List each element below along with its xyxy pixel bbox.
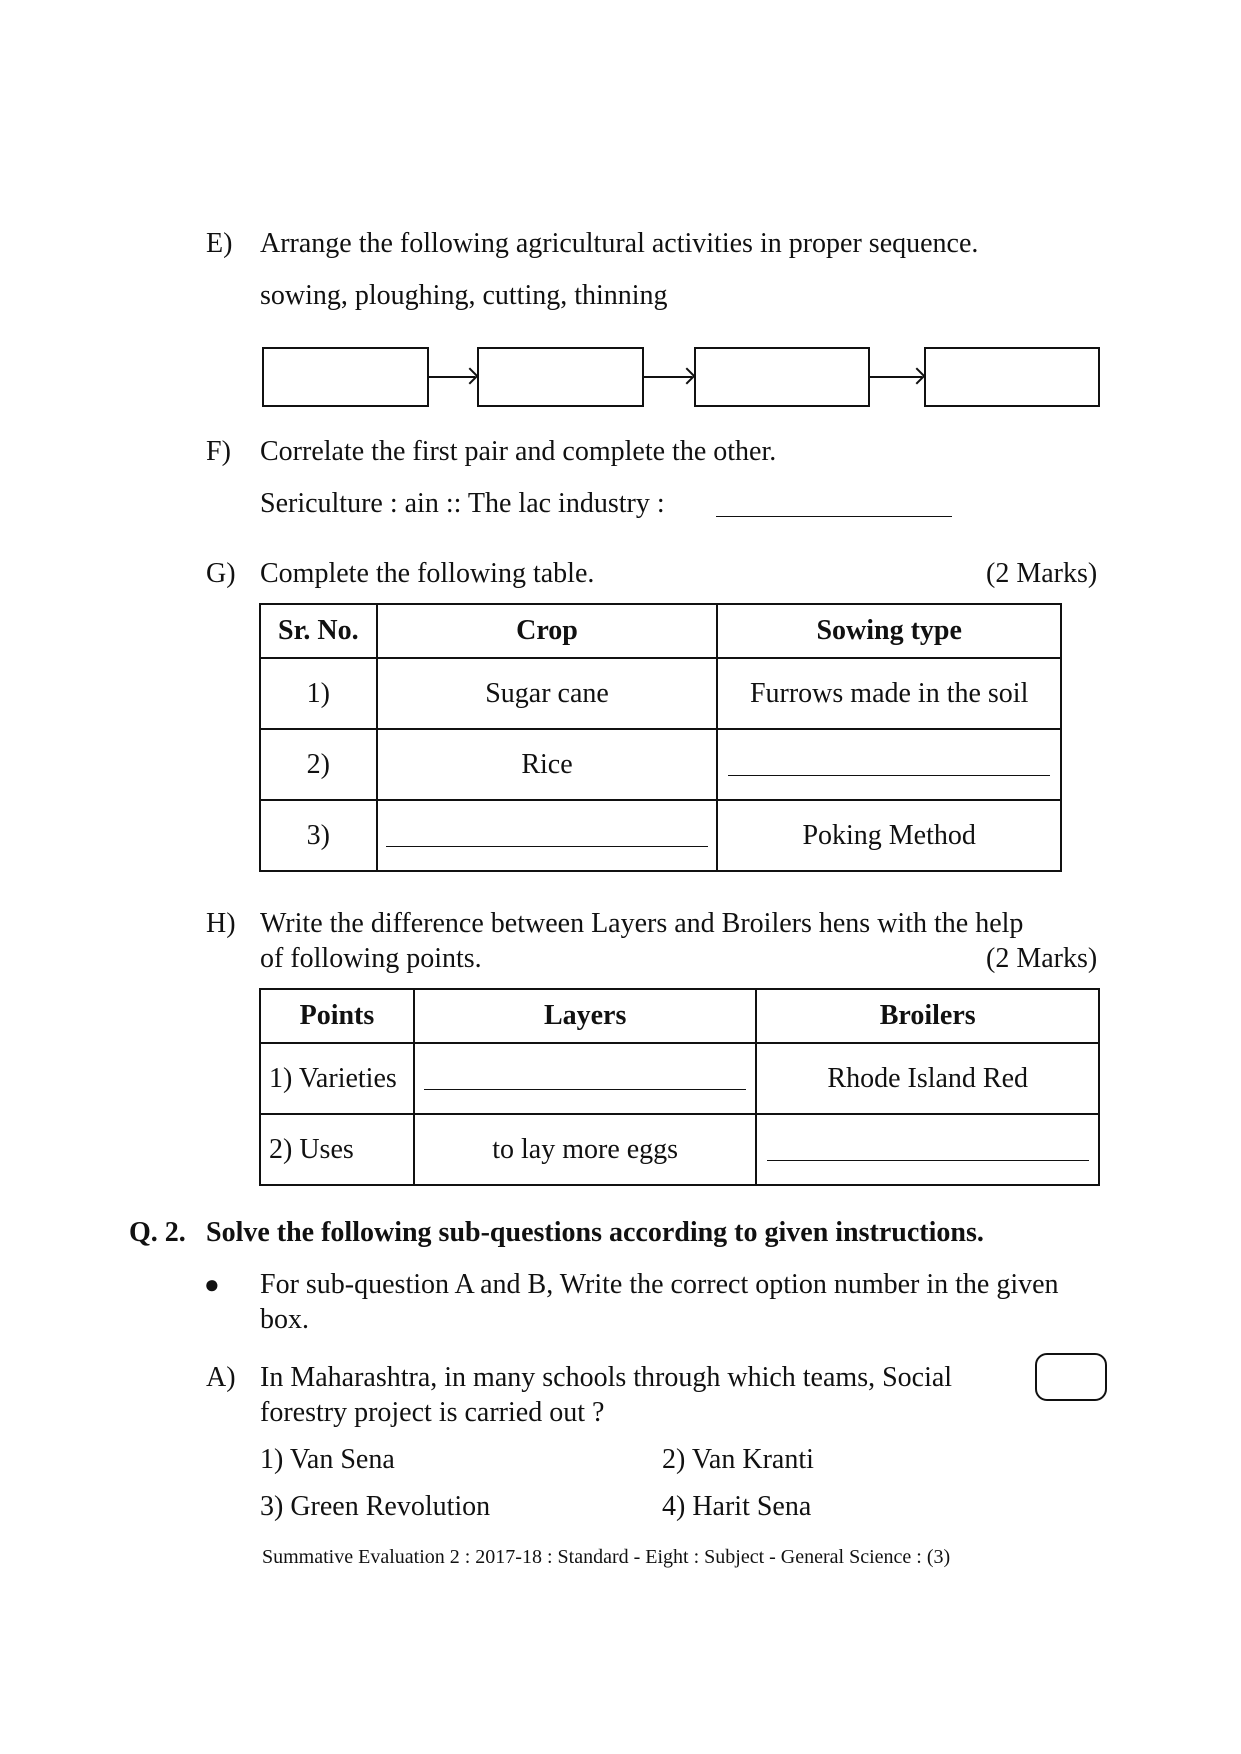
answer-blank[interactable] (386, 824, 708, 847)
option-1: 1) Van Sena (260, 1444, 395, 1475)
question-h-instruction-line1 (260, 907, 1105, 941)
question-e-instruction-text: Arrange the following agricultural activities in proper sequence. (260, 228, 979, 259)
header-layers: Layers (414, 989, 757, 1043)
sequence-arrow-2 (642, 376, 692, 378)
row-number: 2) (260, 729, 377, 800)
crop-cell: Rice (377, 729, 718, 800)
bullet-icon: ● (204, 1270, 220, 1299)
question-g-label: G) (206, 558, 236, 589)
header-sr-no: Sr. No. (260, 604, 377, 658)
question-e-instruction (260, 227, 1036, 261)
question-2-number: Q. 2. (129, 1217, 186, 1248)
table-row (260, 658, 1061, 729)
question-h-instruction-line2: of following points. (260, 943, 482, 974)
row-number: 1) (260, 658, 377, 729)
question-f-answer-blank[interactable] (716, 516, 952, 517)
header-points: Points (260, 989, 414, 1043)
answer-blank[interactable] (767, 1138, 1089, 1161)
sowing-type-cell: Furrows made in the soil (717, 658, 1061, 729)
question-h-instruction-text: Write the difference between Layers and Broilers hens with the help (260, 908, 1024, 939)
table-row (260, 1114, 1099, 1185)
answer-box[interactable] (1035, 1353, 1107, 1401)
sequence-box-3[interactable] (694, 347, 870, 407)
layers-broilers-table (259, 988, 1100, 1186)
layers-answer-cell[interactable] (414, 1043, 757, 1114)
question-e-items: sowing, ploughing, cutting, thinning (260, 280, 668, 311)
question-2a-line1: In Maharashtra, in many schools through which teams, Social (260, 1362, 953, 1393)
header-crop: Crop (377, 604, 718, 658)
question-h-label: H) (206, 908, 236, 939)
sequence-box-1[interactable] (262, 347, 429, 407)
sequence-box-4[interactable] (924, 347, 1100, 407)
question-g-instruction: Complete the following table. (260, 558, 595, 589)
question-2a-line2: forestry project is carried out ? (260, 1397, 605, 1428)
option-4: 4) Harit Sena (662, 1491, 812, 1522)
broilers-cell: Rhode Island Red (756, 1043, 1099, 1114)
question-g-marks: (2 Marks) (986, 558, 1098, 589)
crop-answer-cell[interactable] (377, 800, 718, 871)
question-f-pair: Sericulture : ain :: The lac industry : (260, 488, 665, 519)
table-header-row (260, 989, 1099, 1043)
sequence-box-2[interactable] (477, 347, 644, 407)
question-f-label: F) (206, 436, 231, 467)
table-row (260, 800, 1061, 871)
table-header-row (260, 604, 1061, 658)
sowing-type-cell: Poking Method (717, 800, 1061, 871)
question-2-instruction-line1: For sub-question A and B, Write the correct option number in the given (260, 1269, 1059, 1300)
point-cell: 1) Varieties (260, 1043, 414, 1114)
option-3: 3) Green Revolution (260, 1491, 491, 1522)
question-e-label: E) (206, 228, 233, 259)
sequence-arrow-1 (427, 376, 475, 378)
crop-cell: Sugar cane (377, 658, 718, 729)
answer-blank[interactable] (728, 753, 1050, 776)
sequence-arrow-3 (868, 376, 922, 378)
crop-sowing-table (259, 603, 1062, 872)
answer-blank[interactable] (424, 1067, 746, 1090)
option-2: 2) Van Kranti (662, 1444, 814, 1475)
row-number: 3) (260, 800, 377, 871)
question-2-instruction-line2: box. (260, 1304, 309, 1335)
header-broilers: Broilers (756, 989, 1099, 1043)
table-row (260, 729, 1061, 800)
table-row (260, 1043, 1099, 1114)
question-h-marks: (2 Marks) (986, 943, 1098, 974)
header-sowing-type: Sowing type (717, 604, 1061, 658)
sowing-type-answer-cell[interactable] (717, 729, 1061, 800)
point-cell: 2) Uses (260, 1114, 414, 1185)
question-f-instruction: Correlate the first pair and complete the other. (260, 436, 777, 467)
question-2a-label: A) (206, 1362, 236, 1393)
page-footer: Summative Evaluation 2 : 2017-18 : Standard - Eight : Subject - General Science : (3) (262, 1546, 951, 1568)
question-2-title: Solve the following sub-questions according to given instructions. (206, 1217, 984, 1248)
broilers-answer-cell[interactable] (756, 1114, 1099, 1185)
layers-cell: to lay more eggs (414, 1114, 757, 1185)
